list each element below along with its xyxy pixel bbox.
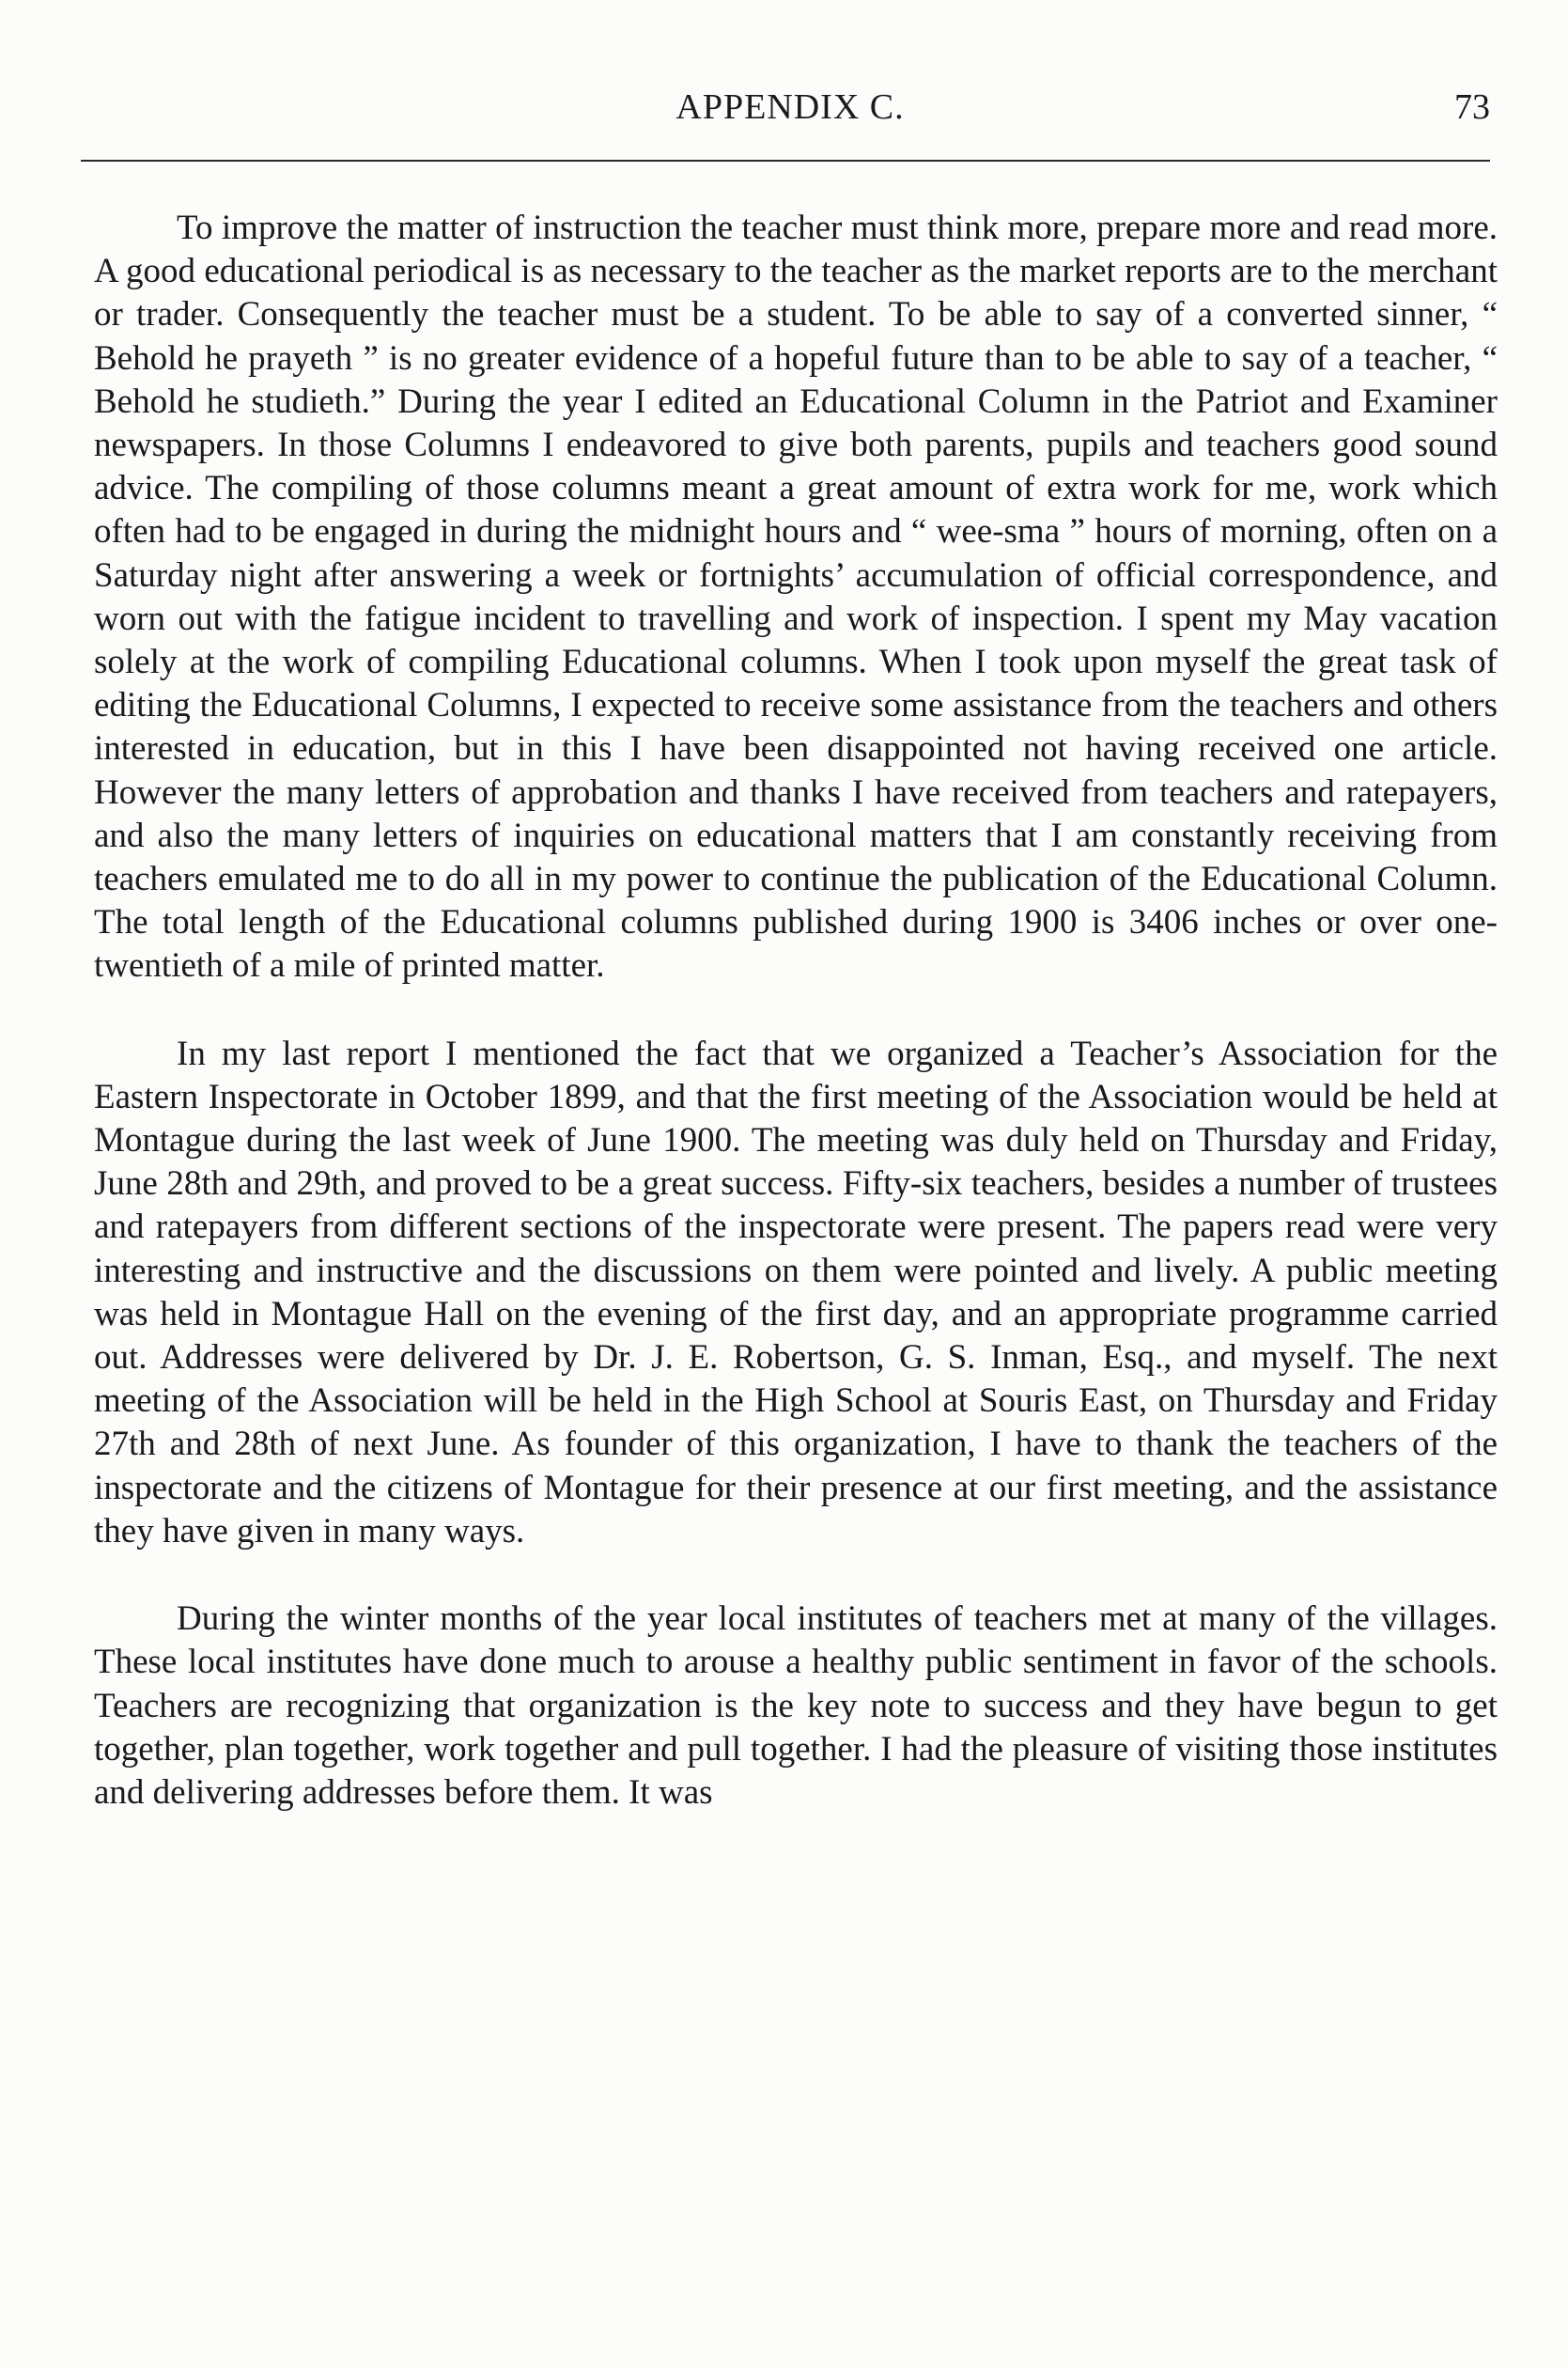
header-rule [81, 160, 1490, 162]
running-title: APPENDIX C. [675, 87, 905, 127]
body-text [94, 207, 1498, 1815]
page-number: 73 [1454, 87, 1490, 127]
paragraph-educational-columns: To improve the matter of instruction the teacher must think more, prepare more and read more. A good educational periodical is as necessary to the teacher as the market reports are to the merchant or trader. Consequently the teacher must be a student. To be able to say of a converted sinner, “ Behold he prayeth ” is no greater evidence of a hopeful future than to be able to say of a teacher, “ Behold he studieth.” During the year I edited an Educational Column in the Patriot and Examiner newspapers. In those Columns I endeavored to give both parents, pupils and teachers good sound advice. The compiling of those columns meant a great amount of extra work for me, work which often had to be engaged in during the midnight hours and “ wee-sma ” hours of morning, often on a Saturday night after answering a week or fortnights’ accumulation of official correspondence, and worn out with the fatigue incident to travelling and work of inspection. I spent my May vacation solely at the work of compiling Educational columns. When I took upon myself the great task of editing the Educational Columns, I expected to receive some assistance from the teachers and others interested in education, but in this I have been disappointed not having received one article. However the many letters of approbation and thanks I have received from teachers and ratepayers, and also the many letters of inquiries on educational matters that I am constantly receiving from teachers emulated me to do all in my power to continue the publication of the Educational Column. The total length of the Educational columns published during 1900 is 3406 inches or over one-twentieth of a mile of printed matter. [94, 209, 1498, 986]
paragraph-local-institutes: During the winter months of the year local institutes of teachers met at many of the villages. These local institutes have done much to arouse a healthy public sentiment in favor of the schools. Teachers are recognizing that organization is the key note to success and they have begun to get together, plan together, work together and pull together. I had the pleasure of visiting those institutes and delivering addresses before them. It was [94, 1599, 1498, 1812]
paragraph-teachers-association: In my last report I mentioned the fact that we organized a Teacher’s Association for the Eastern Inspectorate in October 1899, and that the first meeting of the Association would be held at Montague during the last week of June 1900. The meeting was duly held on Thursday and Friday, June 28th and 29th, and proved to be a great success. Fifty-six teachers, besides a number of trustees and ratepayers from different sections of the inspectorate were present. The papers read were very interesting and instructive and the discussions on them were pointed and lively. A public meeting was held in Montague Hall on the evening of the first day, and an appropriate programme carried out. Addresses were delivered by Dr. J. E. Robertson, G. S. Inman, Esq., and myself. The next meeting of the Association will be held in the High School at Souris East, on Thursday and Friday 27th and 28th of next June. As founder of this organization, I have to thank the teachers of the inspectorate and the citizens of Montague for their presence at our first meeting, and the assistance they have given in many ways. [94, 1034, 1498, 1551]
running-header [90, 86, 1490, 143]
